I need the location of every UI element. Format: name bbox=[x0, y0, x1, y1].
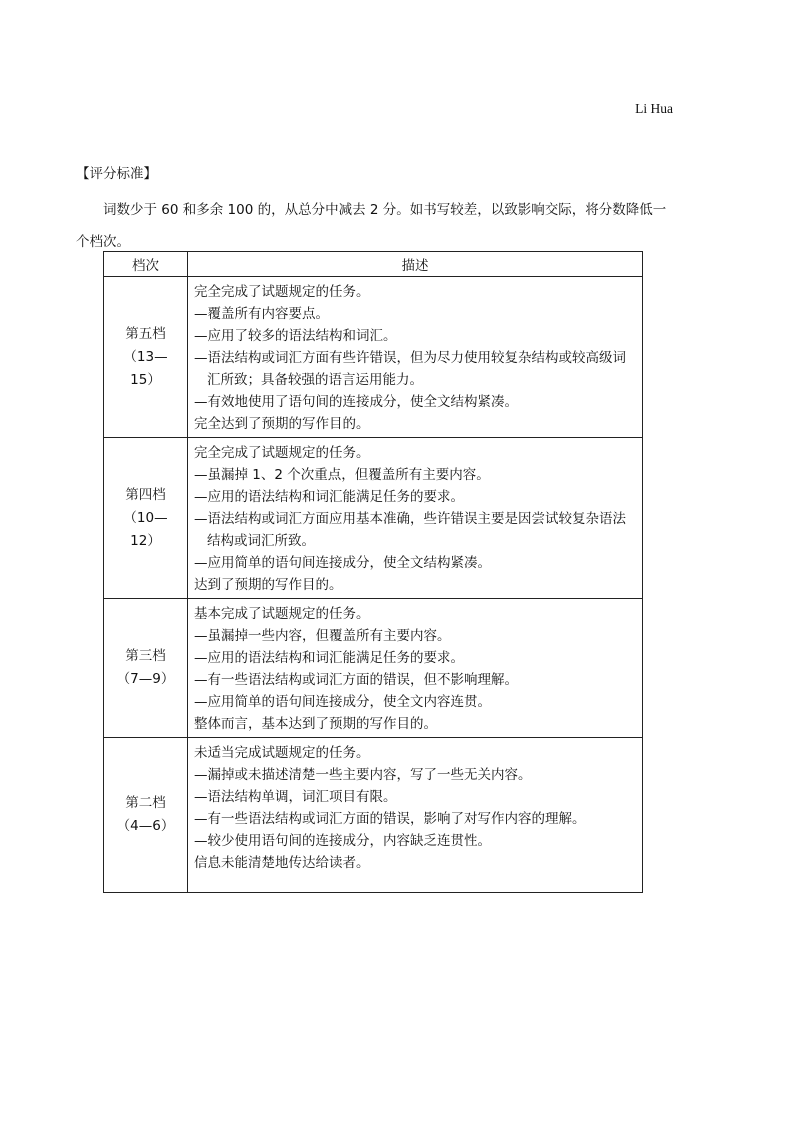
table-header-row bbox=[104, 252, 643, 277]
level-name: 第三档 bbox=[125, 648, 166, 664]
table-row bbox=[104, 599, 643, 738]
description-line: 达到了预期的写作目的。 bbox=[194, 577, 343, 593]
level-range: （13— bbox=[123, 348, 168, 365]
description-line: —语法结构或词汇方面有些许错误，但为尽力使用较复杂结构或较高级词汇所致；具备较强的语言运用能力。 bbox=[194, 350, 626, 388]
description-cell bbox=[188, 738, 643, 893]
level-range: （4—6） bbox=[116, 818, 175, 834]
description-line: —较少使用语句间的连接成分，内容缺乏连贯性。 bbox=[194, 833, 491, 849]
column-header-level: 档次 bbox=[104, 252, 188, 277]
table-row bbox=[104, 738, 643, 893]
level-cell bbox=[104, 738, 188, 893]
level-range-end: 15） bbox=[130, 371, 161, 388]
description-line: —有一些语法结构或词汇方面的错误，但不影响理解。 bbox=[194, 672, 518, 688]
description-line: —虽漏掉一些内容，但覆盖所有主要内容。 bbox=[194, 628, 451, 644]
description-cell bbox=[188, 599, 643, 738]
description-line: —语法结构或词汇方面应用基本准确，些许错误主要是因尝试较复杂语法结构或词汇所致。 bbox=[194, 511, 626, 549]
description-line: 完全达到了预期的写作目的。 bbox=[194, 416, 370, 432]
description-line: —有效地使用了语句间的连接成分，使全文结构紧凑。 bbox=[194, 394, 518, 410]
level-cell bbox=[104, 599, 188, 738]
column-header-description: 描述 bbox=[188, 252, 643, 277]
description-line: —应用了较多的语法结构和词汇。 bbox=[194, 328, 397, 344]
description-line: —应用简单的语句间连接成分，使全文内容连贯。 bbox=[194, 694, 491, 710]
description-line: 未适当完成试题规定的任务。 bbox=[194, 745, 370, 761]
rubric-table bbox=[103, 251, 643, 893]
description-line: 完全完成了试题规定的任务。 bbox=[194, 445, 370, 461]
description-line: —覆盖所有内容要点。 bbox=[194, 306, 329, 322]
description-line: —漏掉或未描述清楚一些主要内容，写了一些无关内容。 bbox=[194, 767, 532, 783]
description-line: 整体而言，基本达到了预期的写作目的。 bbox=[194, 716, 437, 732]
description-line: 完全完成了试题规定的任务。 bbox=[194, 284, 370, 300]
level-name: 第二档 bbox=[125, 795, 166, 811]
description-cell bbox=[188, 277, 643, 438]
description-cell bbox=[188, 438, 643, 599]
table-row bbox=[104, 438, 643, 599]
level-range-end: 12） bbox=[130, 532, 161, 549]
rubric-intro: 词数少于 60 和多余 100 的，从总分中减去 2 分。如书写较差，以致影响交际，将分数降低一个档次。 bbox=[76, 202, 667, 250]
description-line: 信息未能清楚地传达给读者。 bbox=[194, 855, 370, 871]
description-line: —语法结构单调，词汇项目有限。 bbox=[194, 789, 397, 805]
level-name: 第五档 bbox=[125, 325, 166, 342]
description-line: —应用的语法结构和词汇能满足任务的要求。 bbox=[194, 650, 464, 666]
description-line: 基本完成了试题规定的任务。 bbox=[194, 606, 370, 622]
author-signature: Li Hua bbox=[635, 101, 673, 116]
table-row bbox=[104, 277, 643, 438]
level-range: （10— bbox=[123, 509, 168, 526]
rubric-heading: 【评分标准】 bbox=[76, 166, 157, 182]
level-cell bbox=[104, 277, 188, 438]
description-line: —应用的语法结构和词汇能满足任务的要求。 bbox=[194, 489, 464, 505]
level-name: 第四档 bbox=[125, 486, 166, 503]
description-line: —虽漏掉 1、2 个次重点，但覆盖所有主要内容。 bbox=[194, 467, 490, 483]
level-cell bbox=[104, 438, 188, 599]
description-line: —有一些语法结构或词汇方面的错误，影响了对写作内容的理解。 bbox=[194, 811, 586, 827]
level-range: （7—9） bbox=[116, 671, 175, 687]
description-line: —应用简单的语句间连接成分，使全文结构紧凑。 bbox=[194, 555, 491, 571]
